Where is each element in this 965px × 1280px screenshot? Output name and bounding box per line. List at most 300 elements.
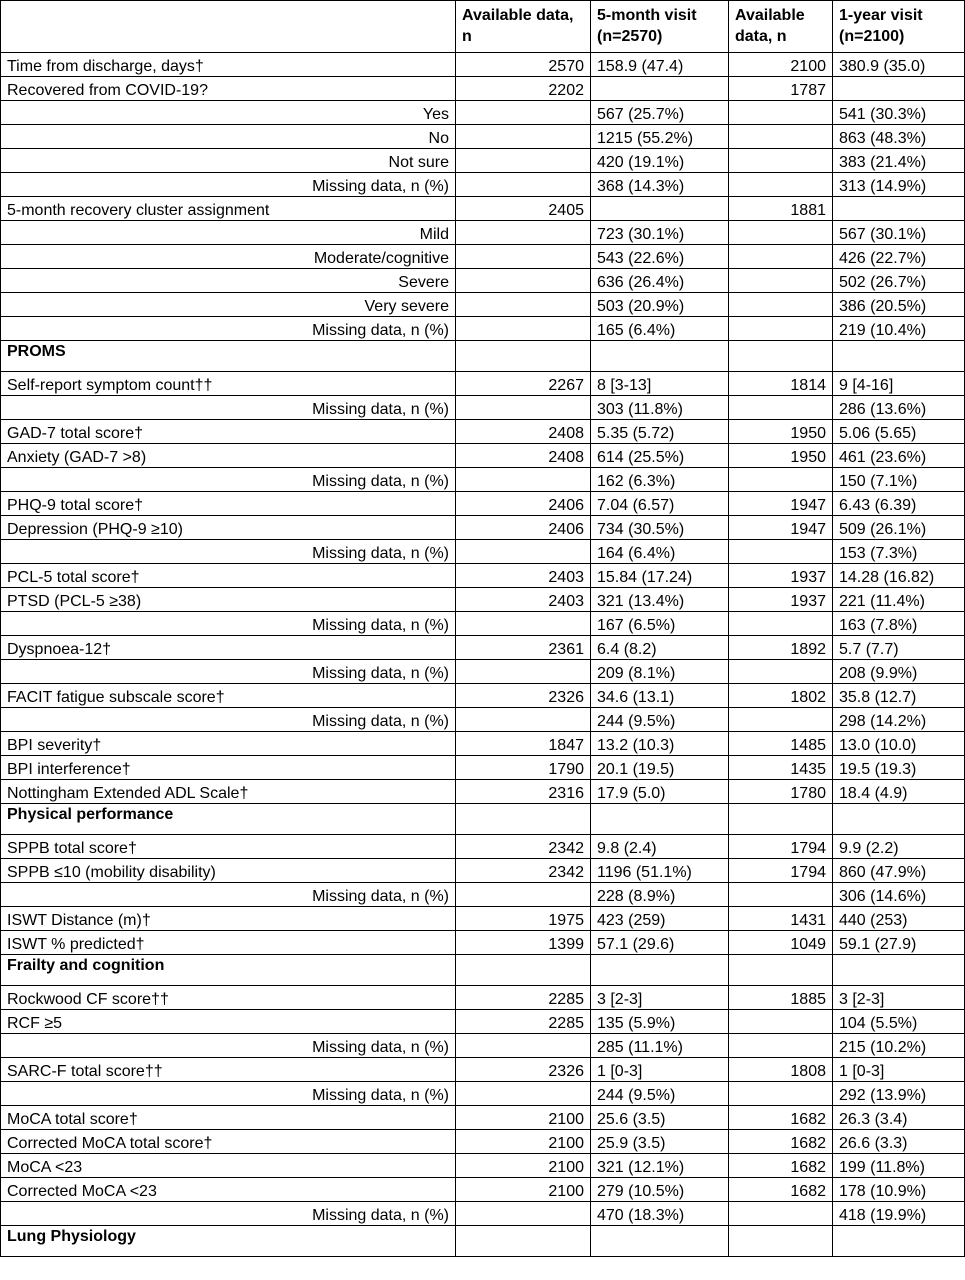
row-label: SARC-F total score†† <box>1 1058 456 1082</box>
row-label: Not sure <box>1 149 456 173</box>
row-label: Corrected MoCA total score† <box>1 1130 456 1154</box>
visit-5m-cell: 164 (6.4%) <box>591 540 729 564</box>
row-label: FACIT fatigue subscale score† <box>1 684 456 708</box>
visit-5m-cell: 17.9 (5.0) <box>591 780 729 804</box>
table-row <box>1 1130 965 1154</box>
table-row <box>1 780 965 804</box>
visit-5m-cell: 244 (9.5%) <box>591 708 729 732</box>
row-label: Missing data, n (%) <box>1 173 456 197</box>
table-row <box>1 883 965 907</box>
visit-1y-cell: 150 (7.1%) <box>833 468 965 492</box>
visit-5m-cell <box>591 804 729 835</box>
available-1y-cell: 1682 <box>729 1130 833 1154</box>
row-label: Physical performance <box>1 804 456 835</box>
row-label: Missing data, n (%) <box>1 1034 456 1058</box>
available-1y-cell <box>729 269 833 293</box>
available-5m-cell: 2405 <box>456 197 591 221</box>
available-5m-cell <box>456 293 591 317</box>
row-label: PROMS <box>1 341 456 372</box>
available-5m-cell <box>456 955 591 986</box>
available-5m-cell <box>456 804 591 835</box>
visit-1y-cell: 59.1 (27.9) <box>833 931 965 955</box>
table-row <box>1 1058 965 1082</box>
visit-1y-cell: 306 (14.6%) <box>833 883 965 907</box>
available-1y-cell <box>729 708 833 732</box>
visit-1y-cell: 383 (21.4%) <box>833 149 965 173</box>
available-1y-cell: 1881 <box>729 197 833 221</box>
row-label: Missing data, n (%) <box>1 540 456 564</box>
visit-5m-cell: 57.1 (29.6) <box>591 931 729 955</box>
visit-1y-cell: 9 [4-16] <box>833 372 965 396</box>
available-5m-cell <box>456 221 591 245</box>
row-label: Time from discharge, days† <box>1 53 456 77</box>
row-label: ISWT Distance (m)† <box>1 907 456 931</box>
visit-5m-cell: 244 (9.5%) <box>591 1082 729 1106</box>
visit-5m-cell: 321 (13.4%) <box>591 588 729 612</box>
row-label: Self-report symptom count†† <box>1 372 456 396</box>
available-5m-cell: 2285 <box>456 986 591 1010</box>
visit-5m-cell <box>591 955 729 986</box>
visit-5m-cell: 303 (11.8%) <box>591 396 729 420</box>
visit-1y-cell: 3 [2-3] <box>833 986 965 1010</box>
visit-1y-cell: 292 (13.9%) <box>833 1082 965 1106</box>
available-5m-cell: 2403 <box>456 564 591 588</box>
table-row <box>1 684 965 708</box>
available-1y-cell <box>729 1034 833 1058</box>
row-label: Missing data, n (%) <box>1 660 456 684</box>
available-5m-cell: 2100 <box>456 1178 591 1202</box>
visit-5m-cell: 25.9 (3.5) <box>591 1130 729 1154</box>
table-row <box>1 540 965 564</box>
row-label: PTSD (PCL-5 ≥38) <box>1 588 456 612</box>
visit-1y-cell: 163 (7.8%) <box>833 612 965 636</box>
available-1y-cell <box>729 317 833 341</box>
visit-1y-cell: 440 (253) <box>833 907 965 931</box>
visit-1y-cell: 26.3 (3.4) <box>833 1106 965 1130</box>
available-1y-cell <box>729 149 833 173</box>
available-1y-cell: 1885 <box>729 986 833 1010</box>
row-label: RCF ≥5 <box>1 1010 456 1034</box>
available-5m-cell <box>456 1034 591 1058</box>
table-row <box>1 1010 965 1034</box>
visit-1y-cell: 208 (9.9%) <box>833 660 965 684</box>
visit-1y-cell <box>833 955 965 986</box>
row-label: Missing data, n (%) <box>1 612 456 636</box>
available-5m-cell: 2326 <box>456 1058 591 1082</box>
visit-5m-cell: 543 (22.6%) <box>591 245 729 269</box>
table-row <box>1 1106 965 1130</box>
available-5m-cell: 2342 <box>456 859 591 883</box>
available-5m-cell: 2361 <box>456 636 591 660</box>
table-row <box>1 101 965 125</box>
available-1y-cell <box>729 1202 833 1226</box>
visit-5m-cell <box>591 341 729 372</box>
available-1y-cell <box>729 804 833 835</box>
row-label: MoCA <23 <box>1 1154 456 1178</box>
visit-1y-cell: 104 (5.5%) <box>833 1010 965 1034</box>
table-row <box>1 1178 965 1202</box>
available-1y-cell: 1937 <box>729 564 833 588</box>
table-row <box>1 1154 965 1178</box>
available-5m-cell: 2570 <box>456 53 591 77</box>
available-5m-cell <box>456 1202 591 1226</box>
table-row <box>1 420 965 444</box>
visit-5m-cell: 7.04 (6.57) <box>591 492 729 516</box>
table-row <box>1 317 965 341</box>
table-body <box>1 53 965 1257</box>
row-label: Missing data, n (%) <box>1 1202 456 1226</box>
table-row <box>1 293 965 317</box>
section-row <box>1 1226 965 1257</box>
visit-1y-cell: 509 (26.1%) <box>833 516 965 540</box>
available-1y-cell <box>729 221 833 245</box>
table-row <box>1 931 965 955</box>
available-1y-cell <box>729 1226 833 1257</box>
visit-1y-cell: 386 (20.5%) <box>833 293 965 317</box>
visit-1y-cell: 14.28 (16.82) <box>833 564 965 588</box>
header-5-month-visit: 5-month visit (n=2570) <box>591 1 729 53</box>
row-label: Recovered from COVID-19? <box>1 77 456 101</box>
available-5m-cell <box>456 612 591 636</box>
row-label: Missing data, n (%) <box>1 883 456 907</box>
visit-1y-cell: 5.06 (5.65) <box>833 420 965 444</box>
available-5m-cell: 2202 <box>456 77 591 101</box>
row-label: SPPB total score† <box>1 835 456 859</box>
row-label: Frailty and cognition <box>1 955 456 986</box>
visit-1y-cell: 541 (30.3%) <box>833 101 965 125</box>
available-1y-cell: 1794 <box>729 859 833 883</box>
available-1y-cell: 1950 <box>729 444 833 468</box>
available-1y-cell: 1682 <box>729 1106 833 1130</box>
visit-5m-cell: 158.9 (47.4) <box>591 53 729 77</box>
row-label: Moderate/cognitive <box>1 245 456 269</box>
available-1y-cell: 1431 <box>729 907 833 931</box>
visit-5m-cell: 723 (30.1%) <box>591 221 729 245</box>
available-1y-cell: 1937 <box>729 588 833 612</box>
visit-1y-cell: 13.0 (10.0) <box>833 732 965 756</box>
section-row <box>1 341 965 372</box>
available-5m-cell <box>456 149 591 173</box>
row-label: Mild <box>1 221 456 245</box>
visit-5m-cell: 470 (18.3%) <box>591 1202 729 1226</box>
visit-1y-cell <box>833 341 965 372</box>
table-row <box>1 708 965 732</box>
visit-1y-cell: 219 (10.4%) <box>833 317 965 341</box>
available-5m-cell: 2100 <box>456 1130 591 1154</box>
available-1y-cell: 1787 <box>729 77 833 101</box>
visit-1y-cell: 1 [0-3] <box>833 1058 965 1082</box>
available-5m-cell <box>456 125 591 149</box>
row-label: GAD-7 total score† <box>1 420 456 444</box>
row-label: ISWT % predicted† <box>1 931 456 955</box>
table-row <box>1 732 965 756</box>
available-1y-cell <box>729 245 833 269</box>
available-1y-cell: 1892 <box>729 636 833 660</box>
visit-5m-cell: 165 (6.4%) <box>591 317 729 341</box>
table-row <box>1 835 965 859</box>
table-row <box>1 612 965 636</box>
table-row <box>1 588 965 612</box>
available-5m-cell <box>456 1226 591 1257</box>
available-5m-cell: 2406 <box>456 492 591 516</box>
visit-1y-cell: 199 (11.8%) <box>833 1154 965 1178</box>
table-row <box>1 756 965 780</box>
table-row <box>1 53 965 77</box>
visit-5m-cell <box>591 197 729 221</box>
visit-5m-cell: 503 (20.9%) <box>591 293 729 317</box>
available-5m-cell <box>456 101 591 125</box>
visit-5m-cell: 209 (8.1%) <box>591 660 729 684</box>
visit-1y-cell: 5.7 (7.7) <box>833 636 965 660</box>
visit-1y-cell: 567 (30.1%) <box>833 221 965 245</box>
row-label: SPPB ≤10 (mobility disability) <box>1 859 456 883</box>
available-1y-cell: 1435 <box>729 756 833 780</box>
available-5m-cell: 2316 <box>456 780 591 804</box>
visit-5m-cell: 1215 (55.2%) <box>591 125 729 149</box>
section-row <box>1 804 965 835</box>
visit-5m-cell: 228 (8.9%) <box>591 883 729 907</box>
available-1y-cell: 1802 <box>729 684 833 708</box>
visit-1y-cell: 426 (22.7%) <box>833 245 965 269</box>
available-5m-cell: 2408 <box>456 444 591 468</box>
available-1y-cell <box>729 125 833 149</box>
available-5m-cell: 2408 <box>456 420 591 444</box>
available-5m-cell <box>456 883 591 907</box>
table-row <box>1 1082 965 1106</box>
visit-1y-cell: 215 (10.2%) <box>833 1034 965 1058</box>
row-label: 5-month recovery cluster assignment <box>1 197 456 221</box>
row-label: PCL-5 total score† <box>1 564 456 588</box>
row-label: Lung Physiology <box>1 1226 456 1257</box>
visit-1y-cell: 860 (47.9%) <box>833 859 965 883</box>
table-row <box>1 77 965 101</box>
available-5m-cell <box>456 396 591 420</box>
available-1y-cell <box>729 173 833 197</box>
available-5m-cell <box>456 173 591 197</box>
visit-5m-cell: 423 (259) <box>591 907 729 931</box>
available-5m-cell <box>456 1082 591 1106</box>
table-row <box>1 125 965 149</box>
visit-5m-cell: 20.1 (19.5) <box>591 756 729 780</box>
visit-5m-cell: 321 (12.1%) <box>591 1154 729 1178</box>
available-5m-cell <box>456 341 591 372</box>
visit-5m-cell: 279 (10.5%) <box>591 1178 729 1202</box>
visit-1y-cell: 502 (26.7%) <box>833 269 965 293</box>
available-1y-cell: 1049 <box>729 931 833 955</box>
available-1y-cell <box>729 660 833 684</box>
table-row <box>1 372 965 396</box>
header-label <box>1 1 456 53</box>
table-row <box>1 564 965 588</box>
table-row <box>1 221 965 245</box>
visit-5m-cell: 15.84 (17.24) <box>591 564 729 588</box>
row-label: Missing data, n (%) <box>1 317 456 341</box>
available-5m-cell: 2326 <box>456 684 591 708</box>
table-row <box>1 660 965 684</box>
visit-1y-cell <box>833 804 965 835</box>
available-1y-cell <box>729 1010 833 1034</box>
table-row <box>1 907 965 931</box>
available-1y-cell <box>729 1082 833 1106</box>
available-5m-cell <box>456 660 591 684</box>
row-label: Depression (PHQ-9 ≥10) <box>1 516 456 540</box>
available-5m-cell: 2285 <box>456 1010 591 1034</box>
table-row <box>1 173 965 197</box>
table-row <box>1 396 965 420</box>
available-1y-cell <box>729 883 833 907</box>
visit-5m-cell: 3 [2-3] <box>591 986 729 1010</box>
available-5m-cell: 2342 <box>456 835 591 859</box>
visit-1y-cell: 298 (14.2%) <box>833 708 965 732</box>
row-label: No <box>1 125 456 149</box>
visit-5m-cell: 13.2 (10.3) <box>591 732 729 756</box>
table-row <box>1 1202 965 1226</box>
row-label: Missing data, n (%) <box>1 1082 456 1106</box>
visit-5m-cell: 1 [0-3] <box>591 1058 729 1082</box>
available-5m-cell: 2100 <box>456 1106 591 1130</box>
visit-1y-cell: 153 (7.3%) <box>833 540 965 564</box>
visit-1y-cell: 35.8 (12.7) <box>833 684 965 708</box>
available-1y-cell <box>729 396 833 420</box>
available-1y-cell <box>729 468 833 492</box>
available-5m-cell <box>456 317 591 341</box>
available-1y-cell: 1682 <box>729 1178 833 1202</box>
header-1-year-visit: 1-year visit (n=2100) <box>833 1 965 53</box>
available-1y-cell: 1780 <box>729 780 833 804</box>
visit-5m-cell: 567 (25.7%) <box>591 101 729 125</box>
visit-1y-cell: 9.9 (2.2) <box>833 835 965 859</box>
row-label: PHQ-9 total score† <box>1 492 456 516</box>
visit-1y-cell: 221 (11.4%) <box>833 588 965 612</box>
available-5m-cell <box>456 708 591 732</box>
available-5m-cell <box>456 245 591 269</box>
table-row <box>1 492 965 516</box>
visit-5m-cell <box>591 1226 729 1257</box>
row-label: Severe <box>1 269 456 293</box>
visit-1y-cell: 380.9 (35.0) <box>833 53 965 77</box>
available-1y-cell: 2100 <box>729 53 833 77</box>
available-1y-cell: 1950 <box>729 420 833 444</box>
available-1y-cell: 1682 <box>729 1154 833 1178</box>
visit-5m-cell: 6.4 (8.2) <box>591 636 729 660</box>
row-label: Rockwood CF score†† <box>1 986 456 1010</box>
available-5m-cell: 1399 <box>456 931 591 955</box>
row-label: BPI severity† <box>1 732 456 756</box>
row-label: Corrected MoCA <23 <box>1 1178 456 1202</box>
row-label: Missing data, n (%) <box>1 396 456 420</box>
table-row <box>1 859 965 883</box>
available-5m-cell: 2406 <box>456 516 591 540</box>
available-1y-cell: 1947 <box>729 516 833 540</box>
available-5m-cell <box>456 269 591 293</box>
available-1y-cell <box>729 101 833 125</box>
visit-1y-cell <box>833 77 965 101</box>
visit-1y-cell: 286 (13.6%) <box>833 396 965 420</box>
available-1y-cell <box>729 612 833 636</box>
visit-5m-cell: 420 (19.1%) <box>591 149 729 173</box>
available-5m-cell: 1790 <box>456 756 591 780</box>
table-row <box>1 444 965 468</box>
row-label: Missing data, n (%) <box>1 468 456 492</box>
table-row <box>1 1034 965 1058</box>
visit-5m-cell: 9.8 (2.4) <box>591 835 729 859</box>
visit-5m-cell: 368 (14.3%) <box>591 173 729 197</box>
visit-1y-cell <box>833 1226 965 1257</box>
available-5m-cell: 2267 <box>456 372 591 396</box>
available-1y-cell: 1814 <box>729 372 833 396</box>
visit-5m-cell: 167 (6.5%) <box>591 612 729 636</box>
row-label: MoCA total score† <box>1 1106 456 1130</box>
table-row <box>1 197 965 221</box>
visit-5m-cell: 162 (6.3%) <box>591 468 729 492</box>
available-1y-cell <box>729 540 833 564</box>
table-row <box>1 245 965 269</box>
visit-1y-cell: 461 (23.6%) <box>833 444 965 468</box>
visit-5m-cell: 8 [3-13] <box>591 372 729 396</box>
available-1y-cell: 1794 <box>729 835 833 859</box>
available-5m-cell: 2100 <box>456 1154 591 1178</box>
visit-1y-cell: 178 (10.9%) <box>833 1178 965 1202</box>
table-row <box>1 986 965 1010</box>
visit-5m-cell: 1196 (51.1%) <box>591 859 729 883</box>
visit-5m-cell: 25.6 (3.5) <box>591 1106 729 1130</box>
row-label: BPI interference† <box>1 756 456 780</box>
table-row <box>1 516 965 540</box>
available-5m-cell: 1847 <box>456 732 591 756</box>
visit-1y-cell: 418 (19.9%) <box>833 1202 965 1226</box>
table-row <box>1 636 965 660</box>
available-1y-cell <box>729 341 833 372</box>
row-label: Very severe <box>1 293 456 317</box>
visit-5m-cell <box>591 77 729 101</box>
visit-5m-cell: 636 (26.4%) <box>591 269 729 293</box>
available-1y-cell: 1808 <box>729 1058 833 1082</box>
visit-5m-cell: 34.6 (13.1) <box>591 684 729 708</box>
available-1y-cell <box>729 955 833 986</box>
available-5m-cell <box>456 540 591 564</box>
visit-1y-cell <box>833 197 965 221</box>
table-row <box>1 149 965 173</box>
row-label: Dyspnoea-12† <box>1 636 456 660</box>
row-label: Missing data, n (%) <box>1 708 456 732</box>
row-label: Anxiety (GAD-7 >8) <box>1 444 456 468</box>
available-5m-cell <box>456 468 591 492</box>
header-row <box>1 1 965 53</box>
visit-5m-cell: 135 (5.9%) <box>591 1010 729 1034</box>
visit-5m-cell: 614 (25.5%) <box>591 444 729 468</box>
table-row <box>1 269 965 293</box>
available-1y-cell <box>729 293 833 317</box>
header-available-1y: Available data, n <box>729 1 833 53</box>
visit-5m-cell: 285 (11.1%) <box>591 1034 729 1058</box>
visit-5m-cell: 734 (30.5%) <box>591 516 729 540</box>
visit-1y-cell: 313 (14.9%) <box>833 173 965 197</box>
visit-1y-cell: 18.4 (4.9) <box>833 780 965 804</box>
row-label: Yes <box>1 101 456 125</box>
available-1y-cell: 1485 <box>729 732 833 756</box>
section-row <box>1 955 965 986</box>
visit-5m-cell: 5.35 (5.72) <box>591 420 729 444</box>
visit-1y-cell: 6.43 (6.39) <box>833 492 965 516</box>
available-1y-cell: 1947 <box>729 492 833 516</box>
header-available-5m: Available data, n <box>456 1 591 53</box>
visit-1y-cell: 26.6 (3.3) <box>833 1130 965 1154</box>
available-5m-cell: 1975 <box>456 907 591 931</box>
table-row <box>1 468 965 492</box>
visit-1y-cell: 19.5 (19.3) <box>833 756 965 780</box>
visit-1y-cell: 863 (48.3%) <box>833 125 965 149</box>
row-label: Nottingham Extended ADL Scale† <box>1 780 456 804</box>
